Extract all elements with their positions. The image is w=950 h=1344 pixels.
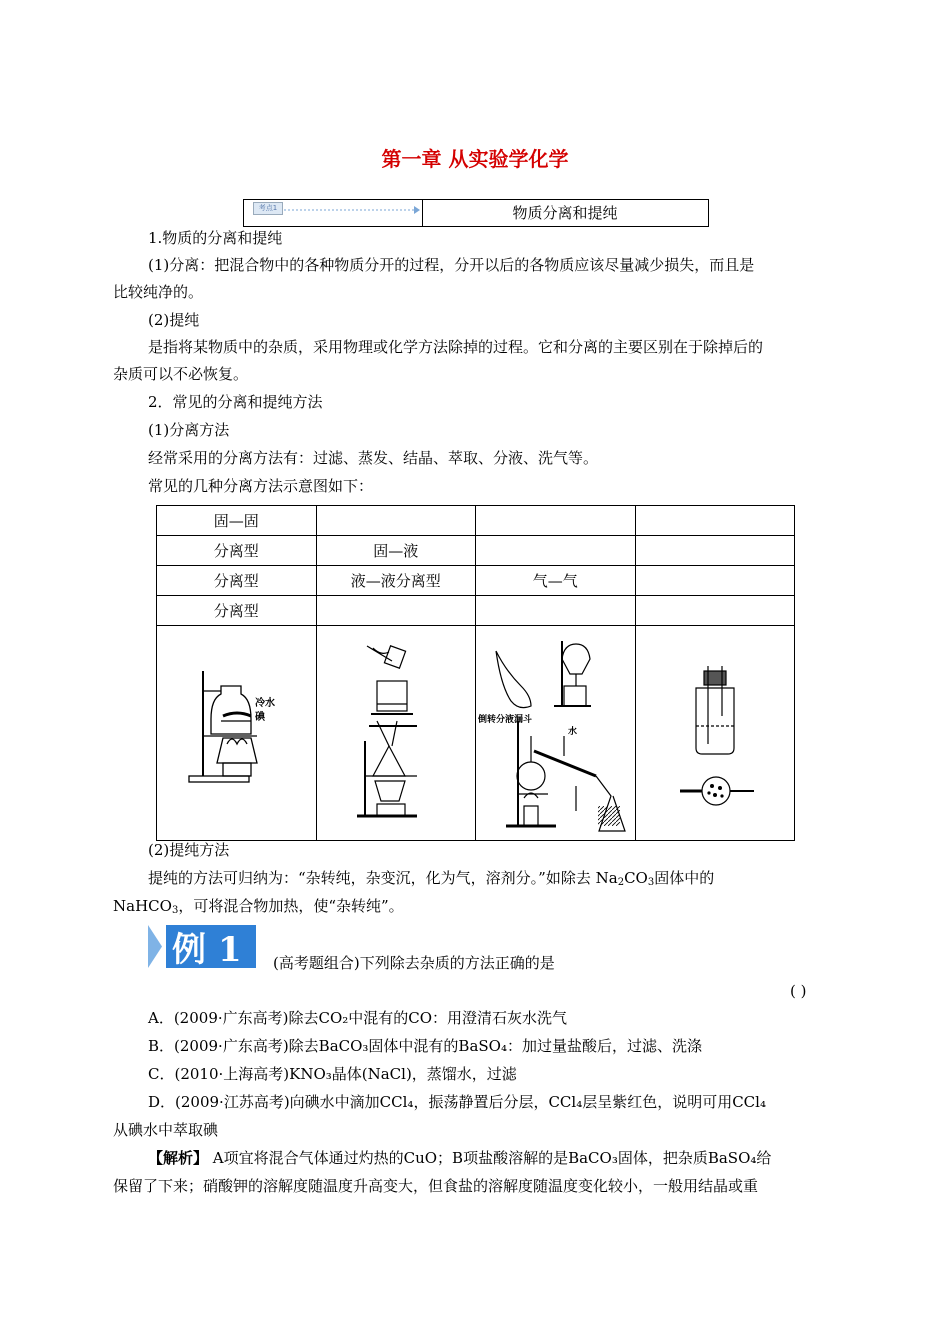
- gas-washing-bottle-icon: [636, 626, 794, 836]
- option-d: D．(2009·江苏高考)向碘水中滴加CCl₄，振荡静置后分层，CCl₄层呈紫红色，说明可用CCl₄: [148, 1093, 766, 1111]
- para-diagram-intro: 常见的几种分离方法示意图如下：: [148, 477, 374, 495]
- section-tag: 考点1: [253, 202, 283, 215]
- cell-r3c2: 液—液分离型: [316, 566, 476, 596]
- para-separation-cont: 比较纯净的。: [113, 283, 204, 301]
- methods-table: [156, 505, 795, 841]
- section-box: [243, 199, 709, 227]
- cell-r3c1: 分离型: [157, 566, 317, 596]
- cold-water-label: 冷水: [255, 698, 276, 709]
- para-separation: (1)分离：把混合物中的各种物质分开的过程，分开以后的各物质应该尽量减少损失，而且是: [148, 256, 755, 274]
- cell-r2c2: 固—液: [316, 536, 476, 566]
- cell-r1c1: 固—固: [157, 506, 317, 536]
- sublimation-diagram: [157, 626, 317, 841]
- para-purify-rule: 提纯的方法可归纳为：“杂转纯，杂变沉，化为气，溶剂分。”如除去 $Na_2CO_3$固体中的: [148, 869, 715, 888]
- funnel-label: 倒转分液漏斗: [478, 715, 533, 725]
- example-question: (高考题组合)下列除去杂质的方法正确的是: [273, 954, 555, 972]
- heading-methods: (1)分离方法: [148, 421, 230, 439]
- para-purify-cont: 杂质可以不必恢复。: [113, 365, 249, 383]
- analysis-line-2: 保留了下来；硝酸钾的溶解度随温度升高变大，但食盐的溶解度随温度变化较小，一般用结晶或重: [113, 1177, 759, 1195]
- option-b: B．(2009·广东高考)除去BaCO₃固体中混有的BaSO₄：加过量盐酸后，过滤、洗涤: [148, 1037, 702, 1055]
- heading-purify-methods: (2)提纯方法: [148, 841, 230, 859]
- cell-r2c1: 分离型: [157, 536, 317, 566]
- option-c: C．(2010·上海高考)KNO₃晶体(NaCl)，蒸馏水，过滤: [148, 1065, 517, 1083]
- cell-r4c1: 分离型: [157, 596, 317, 626]
- analysis-tag: 【解析】: [148, 1149, 209, 1167]
- analysis-line-1: 【解析】 A项宜将混合气体通过灼热的CuO；B项盐酸溶解的是BaCO₃固体，把杂质BaSO₄给: [148, 1149, 772, 1167]
- example-badge: [148, 925, 256, 968]
- badge-number: 1: [218, 930, 242, 968]
- evaporation-filtration-diagram: [316, 626, 476, 841]
- gas-washing-diagram: [635, 626, 795, 841]
- option-a: A．(2009·广东高考)除去CO₂中混有的CO：用澄清石灰水洗气: [148, 1009, 568, 1027]
- iodine-label: 碘: [255, 712, 266, 723]
- para-purify-rule-cont: NaHCO$_3$，可将混合物加热，使“杂转纯”。: [113, 897, 404, 916]
- option-d-cont: 从碘水中萃取碘: [113, 1121, 219, 1139]
- cell-r3c3: 气—气: [476, 566, 636, 596]
- para-purify: 是指将某物质中的杂质，采用物理或化学方法除掉的过程。它和分离的主要区别在于除掉后的: [148, 338, 764, 356]
- badge-word: 例: [172, 930, 206, 968]
- heading-purify: (2)提纯: [148, 311, 200, 329]
- heading-1: 1.物质的分离和提纯: [148, 229, 283, 247]
- sublimation-apparatus-icon: [157, 626, 315, 836]
- chapter-title: 第一章 从实验学化学: [381, 147, 569, 171]
- water-label: 水: [568, 727, 578, 737]
- extraction-distillation-diagram: [476, 626, 636, 841]
- arrow-icon: [284, 205, 420, 215]
- heading-2: 2．常见的分离和提纯方法: [148, 393, 323, 411]
- para-methods: 经常采用的分离方法有：过滤、蒸发、结晶、萃取、分液、洗气等。: [148, 449, 599, 467]
- evaporation-filtration-icon: [317, 626, 475, 836]
- section-label: 物质分离和提纯: [512, 204, 618, 222]
- answer-bracket: ( ): [790, 982, 807, 1000]
- distillation-apparatus-icon: [476, 626, 634, 836]
